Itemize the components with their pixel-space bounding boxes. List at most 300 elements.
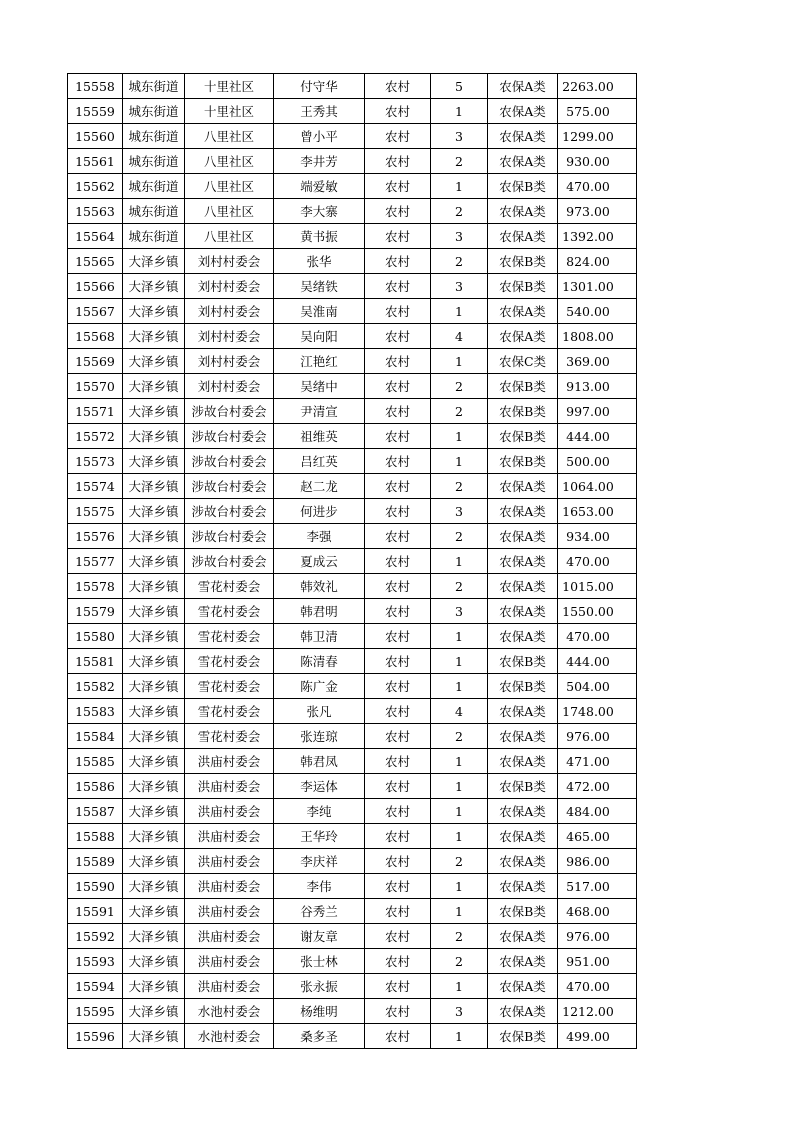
insurance-type-cell: 农保A类 [488, 799, 558, 824]
township-cell: 大泽乡镇 [123, 899, 185, 924]
household-count-cell: 2 [431, 949, 488, 974]
township-cell: 大泽乡镇 [123, 949, 185, 974]
township-cell: 大泽乡镇 [123, 849, 185, 874]
amount-cell: 986.00 [558, 849, 637, 874]
area-type-cell: 农村 [365, 74, 431, 99]
township-cell: 大泽乡镇 [123, 999, 185, 1024]
township-cell: 大泽乡镇 [123, 324, 185, 349]
area-type-cell: 农村 [365, 699, 431, 724]
person-name-cell: 韩君凤 [274, 749, 365, 774]
area-type-cell: 农村 [365, 924, 431, 949]
insurance-type-cell: 农保A类 [488, 99, 558, 124]
village-cell: 涉故台村委会 [185, 549, 274, 574]
person-name-cell: 祖维英 [274, 424, 365, 449]
person-name-cell: 吕红英 [274, 449, 365, 474]
amount-cell: 1301.00 [558, 274, 637, 299]
record-id-cell: 15558 [68, 74, 123, 99]
record-id-cell: 15583 [68, 699, 123, 724]
area-type-cell: 农村 [365, 724, 431, 749]
village-cell: 洪庙村委会 [185, 799, 274, 824]
household-count-cell: 4 [431, 324, 488, 349]
village-cell: 洪庙村委会 [185, 774, 274, 799]
area-type-cell: 农村 [365, 324, 431, 349]
table-row [68, 724, 637, 749]
insurance-type-cell: 农保A类 [488, 74, 558, 99]
insurance-type-cell: 农保B类 [488, 774, 558, 799]
table-row [68, 324, 637, 349]
person-name-cell: 王华玲 [274, 824, 365, 849]
township-cell: 城东街道 [123, 149, 185, 174]
person-name-cell: 陈广金 [274, 674, 365, 699]
amount-cell: 973.00 [558, 199, 637, 224]
area-type-cell: 农村 [365, 199, 431, 224]
amount-cell: 500.00 [558, 449, 637, 474]
village-cell: 涉故台村委会 [185, 449, 274, 474]
household-count-cell: 1 [431, 899, 488, 924]
amount-cell: 1550.00 [558, 599, 637, 624]
household-count-cell: 4 [431, 699, 488, 724]
household-count-cell: 1 [431, 874, 488, 899]
insurance-type-cell: 农保A类 [488, 974, 558, 999]
insurance-type-cell: 农保A类 [488, 924, 558, 949]
township-cell: 大泽乡镇 [123, 524, 185, 549]
table-row [68, 224, 637, 249]
amount-cell: 444.00 [558, 649, 637, 674]
area-type-cell: 农村 [365, 349, 431, 374]
village-cell: 洪庙村委会 [185, 974, 274, 999]
table-body [68, 74, 637, 1049]
amount-cell: 1212.00 [558, 999, 637, 1024]
insurance-type-cell: 农保A类 [488, 324, 558, 349]
record-id-cell: 15591 [68, 899, 123, 924]
household-count-cell: 1 [431, 824, 488, 849]
amount-cell: 1808.00 [558, 324, 637, 349]
table-row [68, 974, 637, 999]
household-count-cell: 2 [431, 924, 488, 949]
amount-cell: 470.00 [558, 549, 637, 574]
record-id-cell: 15559 [68, 99, 123, 124]
township-cell: 大泽乡镇 [123, 399, 185, 424]
village-cell: 涉故台村委会 [185, 424, 274, 449]
record-id-cell: 15592 [68, 924, 123, 949]
area-type-cell: 农村 [365, 774, 431, 799]
table-row [68, 924, 637, 949]
area-type-cell: 农村 [365, 299, 431, 324]
household-count-cell: 2 [431, 724, 488, 749]
amount-cell: 1299.00 [558, 124, 637, 149]
village-cell: 洪庙村委会 [185, 749, 274, 774]
table-row [68, 99, 637, 124]
record-id-cell: 15579 [68, 599, 123, 624]
township-cell: 大泽乡镇 [123, 699, 185, 724]
table-row [68, 824, 637, 849]
village-cell: 刘村村委会 [185, 299, 274, 324]
record-id-cell: 15567 [68, 299, 123, 324]
area-type-cell: 农村 [365, 799, 431, 824]
township-cell: 大泽乡镇 [123, 924, 185, 949]
person-name-cell: 杨维明 [274, 999, 365, 1024]
table-row [68, 799, 637, 824]
record-id-cell: 15594 [68, 974, 123, 999]
township-cell: 城东街道 [123, 224, 185, 249]
household-count-cell: 1 [431, 1024, 488, 1049]
amount-cell: 444.00 [558, 424, 637, 449]
area-type-cell: 农村 [365, 149, 431, 174]
area-type-cell: 农村 [365, 1024, 431, 1049]
household-count-cell: 1 [431, 299, 488, 324]
village-cell: 涉故台村委会 [185, 474, 274, 499]
person-name-cell: 端爱敏 [274, 174, 365, 199]
household-count-cell: 1 [431, 424, 488, 449]
table-row [68, 549, 637, 574]
village-cell: 洪庙村委会 [185, 949, 274, 974]
area-type-cell: 农村 [365, 224, 431, 249]
household-count-cell: 1 [431, 674, 488, 699]
household-count-cell: 3 [431, 124, 488, 149]
area-type-cell: 农村 [365, 174, 431, 199]
record-id-cell: 15596 [68, 1024, 123, 1049]
area-type-cell: 农村 [365, 974, 431, 999]
household-count-cell: 1 [431, 749, 488, 774]
amount-cell: 2263.00 [558, 74, 637, 99]
record-id-cell: 15566 [68, 274, 123, 299]
record-id-cell: 15570 [68, 374, 123, 399]
township-cell: 大泽乡镇 [123, 574, 185, 599]
household-count-cell: 3 [431, 224, 488, 249]
township-cell: 大泽乡镇 [123, 649, 185, 674]
amount-cell: 824.00 [558, 249, 637, 274]
record-id-cell: 15584 [68, 724, 123, 749]
township-cell: 大泽乡镇 [123, 274, 185, 299]
township-cell: 大泽乡镇 [123, 549, 185, 574]
township-cell: 大泽乡镇 [123, 424, 185, 449]
village-cell: 洪庙村委会 [185, 924, 274, 949]
record-id-cell: 15574 [68, 474, 123, 499]
township-cell: 大泽乡镇 [123, 449, 185, 474]
amount-cell: 575.00 [558, 99, 637, 124]
area-type-cell: 农村 [365, 649, 431, 674]
amount-cell: 934.00 [558, 524, 637, 549]
insurance-type-cell: 农保A类 [488, 574, 558, 599]
record-id-cell: 15577 [68, 549, 123, 574]
area-type-cell: 农村 [365, 399, 431, 424]
village-cell: 刘村村委会 [185, 324, 274, 349]
household-count-cell: 2 [431, 474, 488, 499]
person-name-cell: 吴绪中 [274, 374, 365, 399]
village-cell: 雪花村委会 [185, 649, 274, 674]
village-cell: 洪庙村委会 [185, 849, 274, 874]
household-count-cell: 3 [431, 599, 488, 624]
record-id-cell: 15586 [68, 774, 123, 799]
record-id-cell: 15563 [68, 199, 123, 224]
person-name-cell: 黄书振 [274, 224, 365, 249]
record-id-cell: 15562 [68, 174, 123, 199]
person-name-cell: 夏成云 [274, 549, 365, 574]
village-cell: 洪庙村委会 [185, 899, 274, 924]
record-id-cell: 15560 [68, 124, 123, 149]
township-cell: 大泽乡镇 [123, 724, 185, 749]
insurance-type-cell: 农保B类 [488, 449, 558, 474]
insurance-type-cell: 农保A类 [488, 199, 558, 224]
person-name-cell: 谢友章 [274, 924, 365, 949]
household-count-cell: 3 [431, 499, 488, 524]
township-cell: 大泽乡镇 [123, 624, 185, 649]
record-id-cell: 15593 [68, 949, 123, 974]
person-name-cell: 陈清春 [274, 649, 365, 674]
amount-cell: 499.00 [558, 1024, 637, 1049]
area-type-cell: 农村 [365, 549, 431, 574]
village-cell: 八里社区 [185, 224, 274, 249]
amount-cell: 369.00 [558, 349, 637, 374]
village-cell: 涉故台村委会 [185, 524, 274, 549]
household-count-cell: 2 [431, 149, 488, 174]
amount-cell: 484.00 [558, 799, 637, 824]
amount-cell: 951.00 [558, 949, 637, 974]
person-name-cell: 张连琼 [274, 724, 365, 749]
township-cell: 大泽乡镇 [123, 299, 185, 324]
record-id-cell: 15585 [68, 749, 123, 774]
person-name-cell: 谷秀兰 [274, 899, 365, 924]
person-name-cell: 李井芳 [274, 149, 365, 174]
amount-cell: 976.00 [558, 724, 637, 749]
table-row [68, 74, 637, 99]
area-type-cell: 农村 [365, 849, 431, 874]
insurance-type-cell: 农保A类 [488, 549, 558, 574]
township-cell: 城东街道 [123, 199, 185, 224]
amount-cell: 504.00 [558, 674, 637, 699]
table-row [68, 599, 637, 624]
data-table [67, 73, 637, 1049]
table-row [68, 199, 637, 224]
person-name-cell: 江艳红 [274, 349, 365, 374]
household-count-cell: 1 [431, 624, 488, 649]
household-count-cell: 1 [431, 649, 488, 674]
record-id-cell: 15565 [68, 249, 123, 274]
record-id-cell: 15571 [68, 399, 123, 424]
insurance-type-cell: 农保A类 [488, 749, 558, 774]
township-cell: 大泽乡镇 [123, 974, 185, 999]
area-type-cell: 农村 [365, 674, 431, 699]
village-cell: 八里社区 [185, 199, 274, 224]
area-type-cell: 农村 [365, 524, 431, 549]
table-row [68, 699, 637, 724]
village-cell: 水池村委会 [185, 999, 274, 1024]
area-type-cell: 农村 [365, 874, 431, 899]
record-id-cell: 15590 [68, 874, 123, 899]
village-cell: 雪花村委会 [185, 674, 274, 699]
table-row [68, 1024, 637, 1049]
insurance-type-cell: 农保B类 [488, 374, 558, 399]
insurance-type-cell: 农保A类 [488, 624, 558, 649]
area-type-cell: 农村 [365, 949, 431, 974]
table-row [68, 374, 637, 399]
village-cell: 雪花村委会 [185, 699, 274, 724]
household-count-cell: 1 [431, 974, 488, 999]
table-row [68, 749, 637, 774]
household-count-cell: 2 [431, 524, 488, 549]
amount-cell: 913.00 [558, 374, 637, 399]
insurance-type-cell: 农保A类 [488, 299, 558, 324]
person-name-cell: 尹清宣 [274, 399, 365, 424]
area-type-cell: 农村 [365, 624, 431, 649]
village-cell: 涉故台村委会 [185, 499, 274, 524]
insurance-type-cell: 农保B类 [488, 1024, 558, 1049]
person-name-cell: 吴向阳 [274, 324, 365, 349]
insurance-type-cell: 农保A类 [488, 499, 558, 524]
person-name-cell: 吴绪铁 [274, 274, 365, 299]
village-cell: 雪花村委会 [185, 624, 274, 649]
person-name-cell: 李大寨 [274, 199, 365, 224]
household-count-cell: 5 [431, 74, 488, 99]
area-type-cell: 农村 [365, 574, 431, 599]
record-id-cell: 15578 [68, 574, 123, 599]
area-type-cell: 农村 [365, 274, 431, 299]
area-type-cell: 农村 [365, 749, 431, 774]
township-cell: 大泽乡镇 [123, 1024, 185, 1049]
area-type-cell: 农村 [365, 374, 431, 399]
area-type-cell: 农村 [365, 474, 431, 499]
insurance-type-cell: 农保A类 [488, 149, 558, 174]
village-cell: 刘村村委会 [185, 349, 274, 374]
person-name-cell: 韩卫清 [274, 624, 365, 649]
person-name-cell: 张华 [274, 249, 365, 274]
person-name-cell: 赵二龙 [274, 474, 365, 499]
table-row [68, 299, 637, 324]
person-name-cell: 李运体 [274, 774, 365, 799]
household-count-cell: 2 [431, 374, 488, 399]
township-cell: 城东街道 [123, 174, 185, 199]
area-type-cell: 农村 [365, 424, 431, 449]
amount-cell: 470.00 [558, 624, 637, 649]
insurance-type-cell: 农保B类 [488, 399, 558, 424]
area-type-cell: 农村 [365, 249, 431, 274]
insurance-type-cell: 农保A类 [488, 824, 558, 849]
record-id-cell: 15575 [68, 499, 123, 524]
record-id-cell: 15580 [68, 624, 123, 649]
amount-cell: 1064.00 [558, 474, 637, 499]
household-count-cell: 2 [431, 249, 488, 274]
village-cell: 洪庙村委会 [185, 874, 274, 899]
area-type-cell: 农村 [365, 99, 431, 124]
insurance-type-cell: 农保A类 [488, 724, 558, 749]
village-cell: 雪花村委会 [185, 724, 274, 749]
township-cell: 大泽乡镇 [123, 674, 185, 699]
table-row [68, 774, 637, 799]
insurance-type-cell: 农保B类 [488, 674, 558, 699]
township-cell: 大泽乡镇 [123, 799, 185, 824]
village-cell: 十里社区 [185, 74, 274, 99]
person-name-cell: 曾小平 [274, 124, 365, 149]
amount-cell: 976.00 [558, 924, 637, 949]
household-count-cell: 1 [431, 774, 488, 799]
insurance-type-cell: 农保A类 [488, 849, 558, 874]
village-cell: 雪花村委会 [185, 599, 274, 624]
insurance-type-cell: 农保A类 [488, 124, 558, 149]
table-row [68, 899, 637, 924]
amount-cell: 517.00 [558, 874, 637, 899]
insurance-type-cell: 农保B类 [488, 899, 558, 924]
person-name-cell: 韩效礼 [274, 574, 365, 599]
table-row [68, 624, 637, 649]
table-row [68, 274, 637, 299]
person-name-cell: 桑多圣 [274, 1024, 365, 1049]
household-count-cell: 1 [431, 549, 488, 574]
insurance-type-cell: 农保C类 [488, 349, 558, 374]
township-cell: 城东街道 [123, 124, 185, 149]
table-row [68, 499, 637, 524]
table-row [68, 424, 637, 449]
amount-cell: 930.00 [558, 149, 637, 174]
township-cell: 大泽乡镇 [123, 824, 185, 849]
record-id-cell: 15572 [68, 424, 123, 449]
person-name-cell: 李庆祥 [274, 849, 365, 874]
amount-cell: 471.00 [558, 749, 637, 774]
insurance-type-cell: 农保A类 [488, 999, 558, 1024]
insurance-type-cell: 农保A类 [488, 474, 558, 499]
insurance-type-cell: 农保B类 [488, 424, 558, 449]
record-id-cell: 15582 [68, 674, 123, 699]
household-count-cell: 1 [431, 349, 488, 374]
household-count-cell: 2 [431, 199, 488, 224]
area-type-cell: 农村 [365, 449, 431, 474]
record-id-cell: 15587 [68, 799, 123, 824]
area-type-cell: 农村 [365, 824, 431, 849]
township-cell: 大泽乡镇 [123, 774, 185, 799]
township-cell: 大泽乡镇 [123, 374, 185, 399]
area-type-cell: 农村 [365, 599, 431, 624]
township-cell: 大泽乡镇 [123, 749, 185, 774]
household-count-cell: 1 [431, 449, 488, 474]
record-id-cell: 15569 [68, 349, 123, 374]
person-name-cell: 张士林 [274, 949, 365, 974]
insurance-type-cell: 农保B类 [488, 274, 558, 299]
table-row [68, 949, 637, 974]
person-name-cell: 张永振 [274, 974, 365, 999]
table-row [68, 524, 637, 549]
area-type-cell: 农村 [365, 999, 431, 1024]
village-cell: 涉故台村委会 [185, 399, 274, 424]
insurance-type-cell: 农保A类 [488, 524, 558, 549]
table-row [68, 674, 637, 699]
household-count-cell: 1 [431, 99, 488, 124]
village-cell: 八里社区 [185, 124, 274, 149]
table-row [68, 249, 637, 274]
table-row [68, 399, 637, 424]
amount-cell: 1015.00 [558, 574, 637, 599]
insurance-type-cell: 农保B类 [488, 249, 558, 274]
village-cell: 洪庙村委会 [185, 824, 274, 849]
amount-cell: 1392.00 [558, 224, 637, 249]
village-cell: 雪花村委会 [185, 574, 274, 599]
record-id-cell: 15589 [68, 849, 123, 874]
household-count-cell: 3 [431, 999, 488, 1024]
area-type-cell: 农村 [365, 899, 431, 924]
amount-cell: 470.00 [558, 174, 637, 199]
insurance-type-cell: 农保A类 [488, 699, 558, 724]
township-cell: 大泽乡镇 [123, 474, 185, 499]
village-cell: 刘村村委会 [185, 249, 274, 274]
amount-cell: 465.00 [558, 824, 637, 849]
table-row [68, 574, 637, 599]
person-name-cell: 王秀其 [274, 99, 365, 124]
township-cell: 大泽乡镇 [123, 599, 185, 624]
table-row [68, 849, 637, 874]
area-type-cell: 农村 [365, 124, 431, 149]
record-id-cell: 15564 [68, 224, 123, 249]
household-count-cell: 1 [431, 174, 488, 199]
table-row [68, 474, 637, 499]
amount-cell: 472.00 [558, 774, 637, 799]
